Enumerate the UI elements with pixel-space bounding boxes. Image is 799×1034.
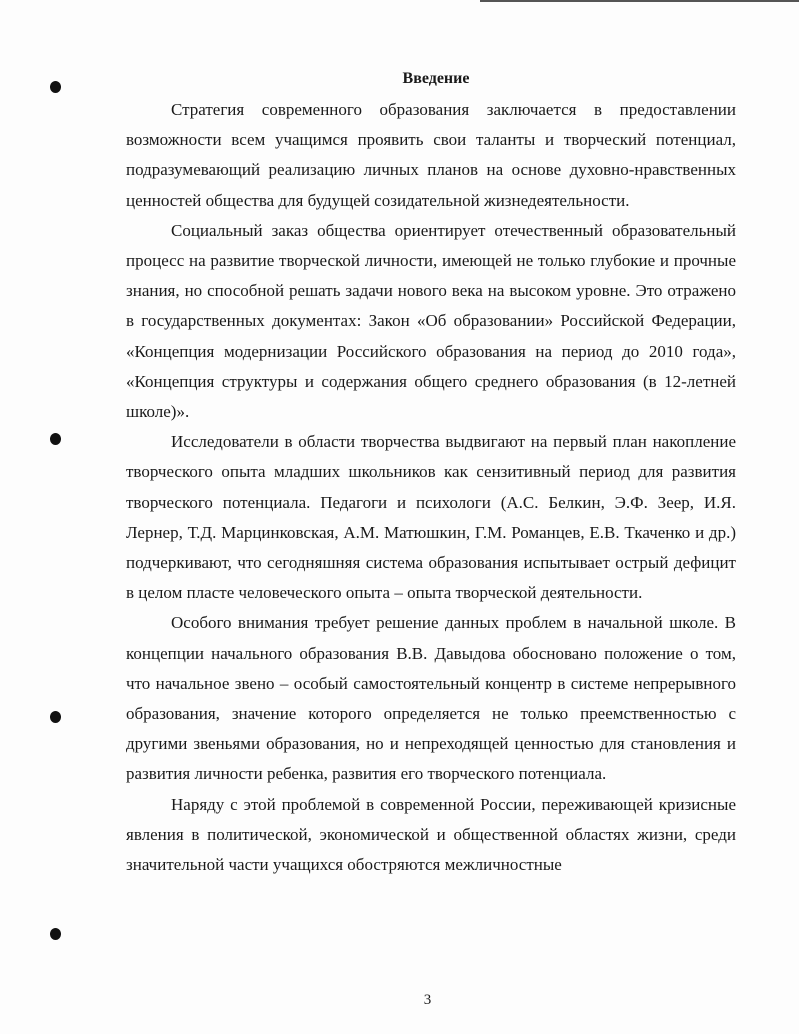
document-body (126, 68, 736, 880)
paragraph: Стратегия современного образования заключается в предоставлении возможности всем учащимся проявить свои таланты и творческий потенциал, подразумевающий реализацию личных планов на основе духовно-нравственных ценностей общества для будущей созидательной жизнедеятельности. (126, 100, 736, 210)
punch-hole-mark (50, 81, 61, 93)
page-number: 3 (423, 992, 432, 1008)
paragraph: Особого внимания требует решение данных проблем в начальной школе. В концепции начального образования В.В. Давыдова обосновано положение о том, что начальное звено – особый самостоятельный концентр в системе непрерывного образования, значение которого определяется не только преемственностью с другими звеньями образования, но и непреходящей ценностью для становления и развития личности ребенка, развития его творческого потенциала. (126, 613, 736, 784)
section-title: Введение (402, 70, 470, 87)
punch-hole-mark (50, 928, 61, 940)
punch-hole-mark (50, 433, 61, 445)
paragraph: Наряду с этой проблемой в современной России, переживающей кризисные явления в политической, экономической и общественной областях жизни, среди значительной части учащихся обостряются межличностные (126, 794, 736, 875)
paragraph: Исследователи в области творчества выдвигают на первый план накопление творческого опыта младших школьников как сензитивный период для развития творческого потенциала. Педагоги и психологи (А.С. Белкин, Э.Ф. Зеер, И.Я. Лернер, Т.Д. Марцинковская, А.М. Матюшкин, Г.М. Романцев, Е.В. Ткаченко и др.) подчеркивают, что сегодняшняя система образования испытывает острый дефицит в целом пласте человеческого опыта – опыта творческой деятельности. (126, 432, 736, 603)
punch-hole-mark (50, 711, 61, 723)
scan-edge-line (480, 0, 799, 2)
paragraph: Социальный заказ общества ориентирует отечественный образовательный процесс на развитие творческой личности, имеющей не только глубокие и прочные знания, но способной решать задачи нового века на высоком уровне. Это отражено в государственных документах: Закон «Об образовании» Российской Федерации, «Концепция модернизации Российского образования на период до 2010 года», «Концепция структуры и содержания общего среднего образования (в 12-летней школе)». (126, 220, 736, 422)
